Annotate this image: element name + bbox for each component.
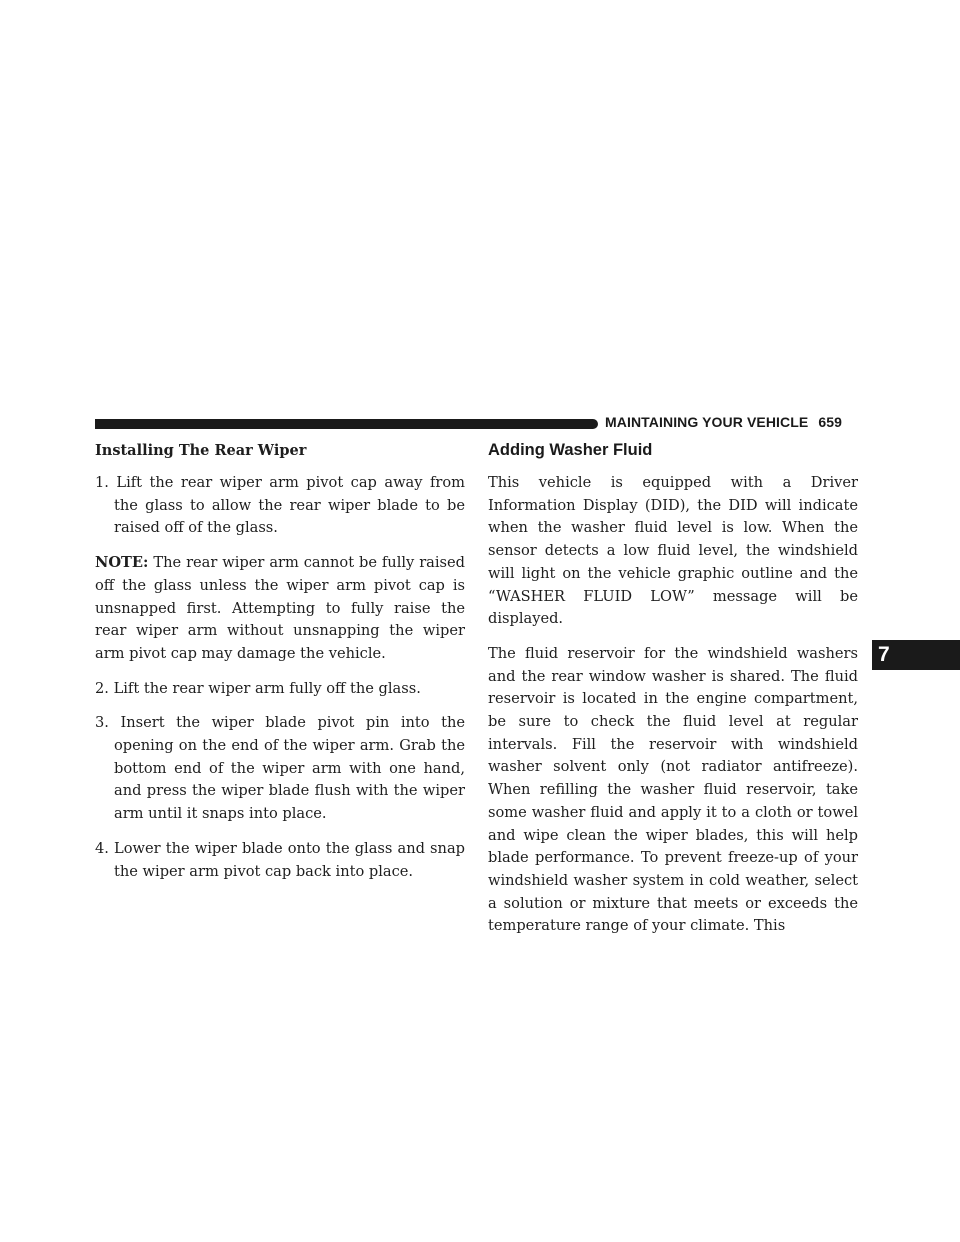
step-3: 3. Insert the wiper blade pivot pin into the opening on the end of the wiper arm. Grab the bottom end of the wiper arm with one hand, and press the wiper blade flush with the wiper arm until it snaps into place. bbox=[95, 714, 465, 823]
step-2: 2. Lift the rear wiper arm fully off the glass. bbox=[95, 679, 421, 697]
note-text: The rear wiper arm cannot be fully raised off the glass unless the wiper arm pivot cap is unsnapped first. Attempting to fully raise the rear wiper arm without unsnapping the wiper arm pivot cap may damage the vehicle. bbox=[95, 554, 466, 662]
header-rule bbox=[95, 419, 598, 429]
right-column bbox=[488, 440, 858, 950]
chapter-tab: 7 bbox=[872, 640, 960, 670]
washer-paragraph-1: This vehicle is equipped with a Driver Information Display (DID), the DID will indicate when the washer fluid level is low. When the sensor detects a low fluid level, the windshield will light on the vehicle graphic outline and the “WASHER FLUID LOW” message will be displayed. bbox=[488, 474, 858, 628]
running-header bbox=[605, 414, 865, 430]
left-column bbox=[95, 440, 465, 895]
step-4: 4. Lower the wiper blade onto the glass and snap the wiper arm pivot cap back into place. bbox=[95, 839, 465, 880]
note-label: NOTE: bbox=[95, 554, 149, 572]
section-heading-washer-fluid: Adding Washer Fluid bbox=[488, 441, 653, 459]
page-number: 659 bbox=[818, 414, 843, 430]
washer-paragraph-2: The fluid reservoir for the windshield washers and the rear window washer is shared. The fluid reservoir is located in the engine compartment, be sure to check the fluid level at regular intervals. Fill the reservoir with windshield washer solvent only (not radiator antifreeze). When refilling the washer fluid reservoir, take some washer fluid and apply it to a cloth or towel and wipe clean the wiper blades, this will help blade performance. To prevent freeze-up of your windshield washer system in cold weather, select a solution or mixture that meets or exceeds the temperature range of your climate. This bbox=[488, 644, 858, 935]
note-paragraph bbox=[95, 552, 465, 666]
section-title: MAINTAINING YOUR VEHICLE bbox=[605, 414, 809, 430]
step-1: 1. Lift the rear wiper arm pivot cap away from the glass to allow the rear wiper blade to be raised off of the glass. bbox=[95, 474, 465, 537]
section-heading-rear-wiper: Installing The Rear Wiper bbox=[95, 442, 307, 459]
